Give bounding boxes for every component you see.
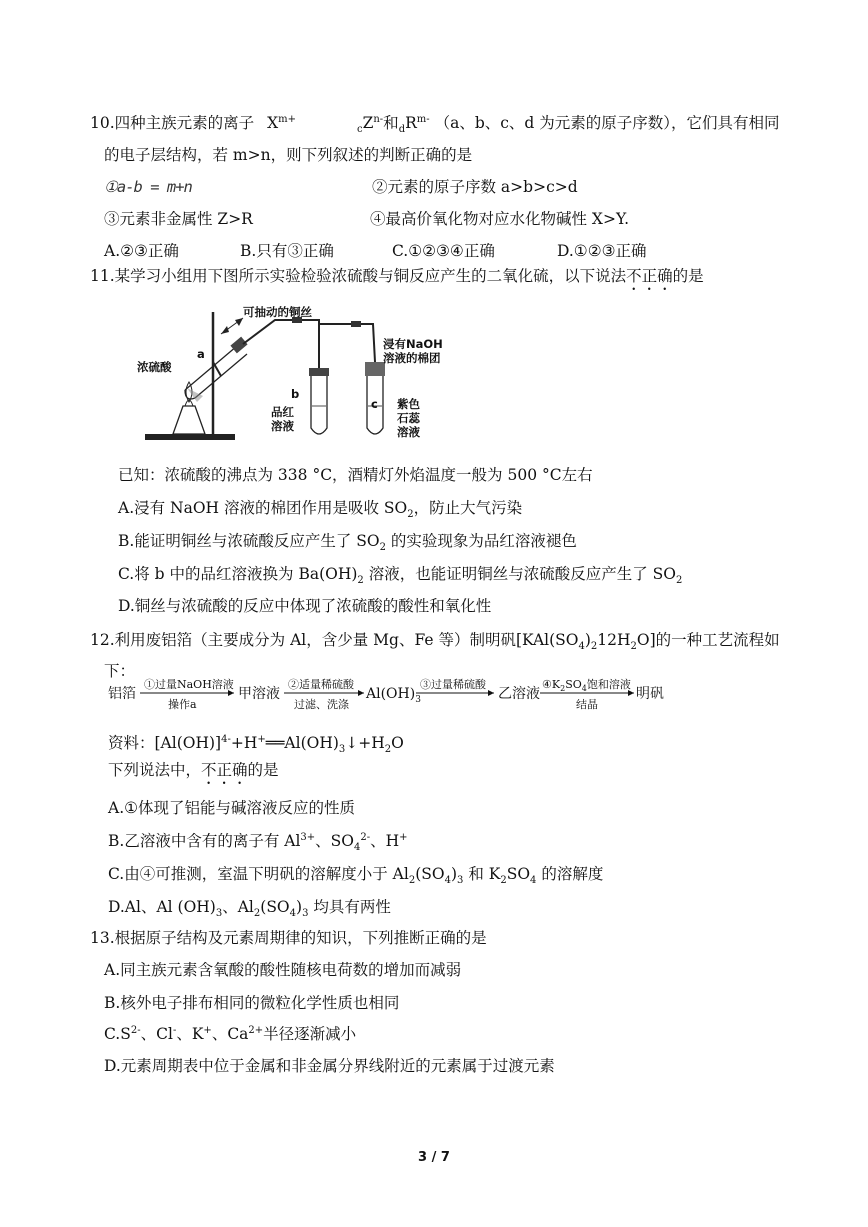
flow-node-solution-yi: 乙溶液: [498, 686, 540, 702]
q12-stem-line1: 12.利用废铝箔（主要成分为 Al，含少量 Mg、Fe 等）制明矾$[KAl(SO_4)_212H_2O]$的一种工艺流程如: [90, 631, 780, 653]
q10-stem-line1: 10.四种主族元素的离子 $X^{m+}$ $_cZ^{n-}$和$_dR^{m-}$ （a、b、c、d 为元素的原子序数），它们具有相同: [90, 113, 780, 136]
q10-stem-line2: 的电子层结构，若 m>n，则下列叙述的判断正确的是: [104, 146, 473, 164]
label-conc-acid: 浓硫酸: [137, 360, 172, 374]
q10-option-b[interactable]: B.只有③正确: [240, 242, 334, 260]
flow-step2-reagent: ②适量稀硫酸: [288, 678, 354, 691]
label-pinhong-2: 溶液: [271, 419, 294, 433]
label-b: b: [291, 387, 300, 401]
flow-step4-reagent: $④K_2SO_4$饱和溶液: [542, 678, 631, 693]
q13-option-c[interactable]: $C.S^{2-}$、Cl-、K+、$Ca^{2+}$半径逐渐减小: [104, 1024, 357, 1043]
flow-node-aluminum-foil: 铝箔: [108, 686, 136, 702]
flow-step4-operation: 结晶: [576, 698, 598, 711]
q11-stem: 11.某学习小组用下图所示实验检验浓硫酸与铜反应产生的二氧化硫，以下说法不正确的是: [90, 267, 704, 285]
stopper: [230, 337, 247, 354]
label-pinhong-1: 品红: [271, 405, 294, 419]
flow-node-solution-jia: 甲溶液: [238, 686, 280, 702]
q11-option-a[interactable]: A.浸有 NaOH 溶液的棉团作用是吸收 $SO_2$，防止大气污染: [118, 499, 523, 521]
flow-step1-reagent: ①过量NaOH溶液: [144, 678, 234, 691]
page-number: 3 / 7: [418, 1150, 450, 1165]
q12-option-d[interactable]: D.Al、Al $(OH)_3$、$Al_2(SO_4)_3$ 均具有两性: [108, 898, 391, 920]
label-copper-wire: 可抽动的铜丝: [243, 305, 312, 319]
q10-option-c[interactable]: C.①②③④正确: [392, 242, 495, 260]
q13-option-b[interactable]: B.核外电子排布相同的微粒化学性质也相同: [104, 994, 400, 1012]
flow-step3-reagent: ③过量稀硫酸: [420, 678, 486, 691]
label-litmus-2: 石蕊: [397, 411, 420, 425]
q10-option-d[interactable]: D.①②③正确: [557, 242, 647, 260]
stand-base: [145, 434, 235, 440]
q11-option-c[interactable]: C.将 b 中的品红溶液换为 $Ba(OH)_2$ 溶液，也能证明铜丝与浓硫酸反应产生了 $SO_2$: [118, 565, 683, 587]
label-a: a: [197, 347, 205, 361]
delivery-tube: [243, 320, 319, 370]
q11-option-d[interactable]: D.铜丝与浓硫酸的反应中体现了浓硫酸的酸性和氧化性: [118, 597, 492, 615]
label-litmus-3: 溶液: [397, 425, 420, 439]
flow-node-alum: 明矾: [636, 686, 664, 702]
experiment-apparatus-diagram: [125, 298, 455, 450]
q13-option-a[interactable]: A.同主族元素含氧酸的酸性随核电荷数的增加而减弱: [104, 961, 462, 979]
q10-statement-4: ④最高价氧化物对应水化物碱性 X>Y.: [370, 210, 630, 228]
q11-option-b[interactable]: B.能证明铜丝与浓硫酸反应产生了 $SO_2$ 的实验现象为品红溶液褪色: [118, 532, 577, 554]
test-tube-b: [309, 368, 329, 434]
q11-known: 已知：浓硫酸的沸点为 338 °C，酒精灯外焰温度一般为 500 °C左右: [118, 466, 593, 484]
q12-stem-line2: 下：: [104, 662, 136, 680]
q12-option-a[interactable]: A.①体现了铝能与碱溶液反应的性质: [108, 799, 356, 817]
q12-info: 资料：$[Al(OH)]^{4-}+H^+══Al(OH)_3↓+H_2O$: [108, 733, 404, 756]
q12-ask: 下列说法中，不正确的是: [108, 761, 279, 779]
flow-node-aloh3: $Al(OH)_3$: [366, 686, 421, 705]
q10-statement-2: ②元素的原子序数 a>b>c>d: [372, 178, 578, 196]
q12-option-c[interactable]: C.由④可推测，室温下明矾的溶解度小于 $Al_2(SO_4)_3$ 和 $K_2SO_4$ 的溶解度: [108, 865, 604, 887]
spirit-lamp: [173, 406, 205, 434]
q13-option-d[interactable]: D.元素周期表中位于金属和非金属分界线附近的元素属于过渡元素: [104, 1057, 555, 1075]
q10-option-a[interactable]: A.②③正确: [104, 242, 179, 260]
process-flow-diagram: [108, 672, 668, 716]
label-naoh-1: 浸有NaOH: [383, 337, 443, 351]
flow-step1-operation: 操作a: [168, 698, 197, 711]
q10-statement-3: ③元素非金属性 Z>R: [104, 210, 253, 228]
q13-stem: 13.根据原子结构及元素周期律的知识，下列推断正确的是: [90, 929, 487, 947]
q12-option-b[interactable]: B.乙溶液中含有的离子有 $Al^{3+}$、$SO_4^{2-}$、H+: [108, 831, 408, 854]
label-naoh-2: 溶液的棉团: [383, 351, 441, 365]
q10-statement-1: ①a-b = m+n: [104, 178, 192, 196]
label-litmus-1: 紫色: [397, 397, 420, 411]
label-c: c: [371, 397, 378, 411]
flow-step2-operation: 过滤、洗涤: [294, 698, 349, 711]
reaction-tube: [185, 346, 247, 402]
